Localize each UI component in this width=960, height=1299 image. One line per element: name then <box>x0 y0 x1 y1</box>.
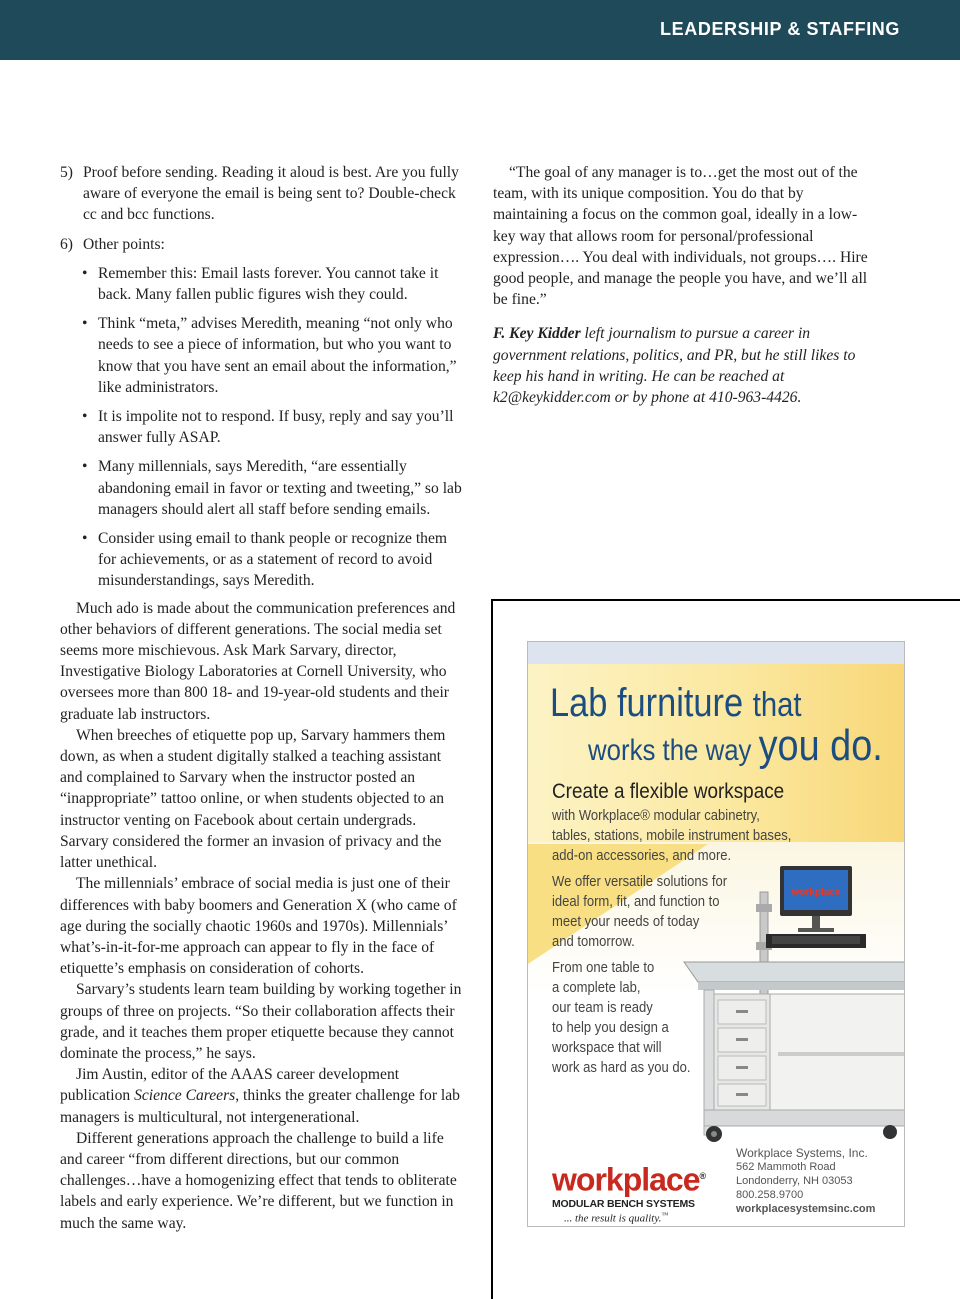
bullet-item: • Think “meta,” advises Meredith, meaning “not only who needs to see a piece of information, but who you want to know that you have sent an email about the information,” like administrators. <box>82 313 465 398</box>
list-item-text: Other points: <box>83 235 165 253</box>
headline-text: that <box>752 686 802 724</box>
advertisement[interactable] <box>527 641 905 1227</box>
section-header-bar <box>0 0 960 60</box>
address-line: 562 Mammoth Road <box>736 1161 836 1173</box>
ad-line: meet your needs of today <box>552 914 700 930</box>
list-number: 6) <box>60 235 73 253</box>
logo-tagline <box>552 1211 705 1225</box>
text-span: Jim Austin, editor of the AAAS career development publication <box>60 1066 400 1105</box>
bullet-item: • It is impolite not to respond. If busy, reply and say you’ll answer fully ASAP. <box>82 406 465 448</box>
ad-line: workspace that will <box>552 1040 662 1056</box>
paragraph: “The goal of any manager is to…get the most out of the team, with its unique composition. You do that by maintaining a focus on the common goal, ideally in a low-key way that allows room for personal/professional expression…. You deal with individuals, not groups…. Hire good people, and manage the people you have, and we’ll all be fine.” <box>493 164 868 309</box>
author-name: F. Key Kidder <box>493 325 581 343</box>
workplace-logo <box>552 1160 705 1224</box>
address-line: Londonderry, NH 03053 <box>736 1175 853 1187</box>
ad-line: ideal form, fit, and function to <box>552 894 720 910</box>
ad-line: and tomorrow. <box>552 934 635 950</box>
headline-text: works the way <box>588 734 759 767</box>
ad-line: From one table to <box>552 960 655 976</box>
bullet-list <box>60 263 465 592</box>
logo-subtitle: MODULAR BENCH SYSTEMS <box>552 1197 695 1210</box>
ad-line: We offer versatile solutions for <box>552 874 728 890</box>
ad-body-text <box>552 806 791 866</box>
list-item-6 <box>60 234 465 255</box>
paragraph: When breeches of etiquette pop up, Sarvary hammers them down, as when a student digitally stalked a teaching assistant and complained to Sarvary when the instructor posted an “inappropriate” tattoo online, or when students objected to an instructor venting on Facebook about certain undergrads. Sarvary considered the former an invasion of privacy and the latter unethical. <box>60 726 446 872</box>
ad-line: with Workplace® modular cabinetry, <box>552 808 760 824</box>
list-number: 5) <box>60 164 73 181</box>
ad-body-text <box>552 872 727 952</box>
paragraph <box>60 1064 465 1128</box>
headline-text: you do. <box>758 721 883 770</box>
ad-subheadline: Create a flexible workspace <box>552 780 785 803</box>
text-span: , thinks the greater challenge for lab managers is multicultural, not intergenerational. <box>60 1087 460 1126</box>
ad-line: tables, stations, mobile instrument bases, <box>552 828 792 844</box>
bullet-item: • Remember this: Email lasts forever. You cannot take it back. Many fallen public figures wish they could. <box>82 263 465 305</box>
paragraph: Different generations approach the challenge to build a life and career “from different directions, but our common challenges…have a homogenizing effect that tends to obliterate labels and early experience. We’re different, but we function in much the same way. <box>60 1129 457 1232</box>
trademark-mark: ™ <box>661 1210 669 1219</box>
article-right-column <box>493 162 868 408</box>
ad-line: to help you design a <box>552 1020 669 1036</box>
author-bio <box>493 323 868 408</box>
ad-line: work as hard as you do. <box>552 1060 691 1076</box>
author-bio-text: left journalism to pursue a career in government relations, politics, and PR, but he still likes to keep his hand in writing. He can be reached at k2@keykidder.com or by phone at 410-963-4426. <box>493 325 856 407</box>
paragraph: The millennials’ embrace of social media is just one of their differences with baby boomers and Generation X (who came of age during the socially chaotic 1960s and 1970s). Millennials’ what’s-in-it-for-me approach can appear to fly in the face of etiquette’s emphasis on consideration of cohorts. <box>60 875 457 978</box>
monitor-logo: workplace <box>791 887 841 898</box>
logo-wordmark <box>552 1160 705 1196</box>
article-left-column <box>60 162 465 1234</box>
logo-word: workplace <box>552 1161 700 1198</box>
website-link[interactable]: workplacesystemsinc.com <box>736 1203 876 1215</box>
publication-title: Science Careers <box>134 1087 236 1105</box>
ad-body-text <box>552 958 691 1078</box>
phone-number: 800.258.9700 <box>736 1189 804 1201</box>
bullet-item: • Many millennials, says Meredith, “are essentially abandoning email in favor or texting and tweeting,” so lab managers should alert all staff before sending emails. <box>82 456 465 520</box>
ad-contact-block <box>736 1146 875 1216</box>
list-item-5 <box>60 162 465 226</box>
section-title: LEADERSHIP & STAFFING <box>660 19 900 39</box>
paragraph: Much ado is made about the communication preferences and other behaviors of different generations. The social media set seems more mischievous. Ask Mark Sarvary, director, Investigative Biology Laboratories at Cornell University, who oversees more than 800 18- and 19-year-old students and their graduate lab instructors. <box>60 599 456 723</box>
registered-mark: ® <box>699 1171 706 1181</box>
bullet-item: • Consider using email to thank people or recognize them for achievements, or as a statement of record to avoid misunderstandings, says Meredith. <box>82 528 465 592</box>
company-name: Workplace Systems, Inc. <box>736 1146 868 1160</box>
ad-line: a complete lab, <box>552 980 641 996</box>
tagline-text: ... the result is quality. <box>564 1212 662 1225</box>
paragraph: Sarvary’s students learn team building by working together in groups of three on projects. “So their collaboration affects their grade, and it teaches them proper etiquette because they cannot dominate the process,” he says. <box>60 981 462 1062</box>
ad-line: add-on accessories, and more. <box>552 848 732 864</box>
headline-text: Lab furniture <box>550 681 753 725</box>
ad-line: our team is ready <box>552 1000 653 1016</box>
ad-headline <box>588 721 883 771</box>
list-item-text: Proof before sending. Reading it aloud is best. Are you fully aware of everyone the email is being sent to? Double-check cc and bcc functions. <box>83 164 459 224</box>
